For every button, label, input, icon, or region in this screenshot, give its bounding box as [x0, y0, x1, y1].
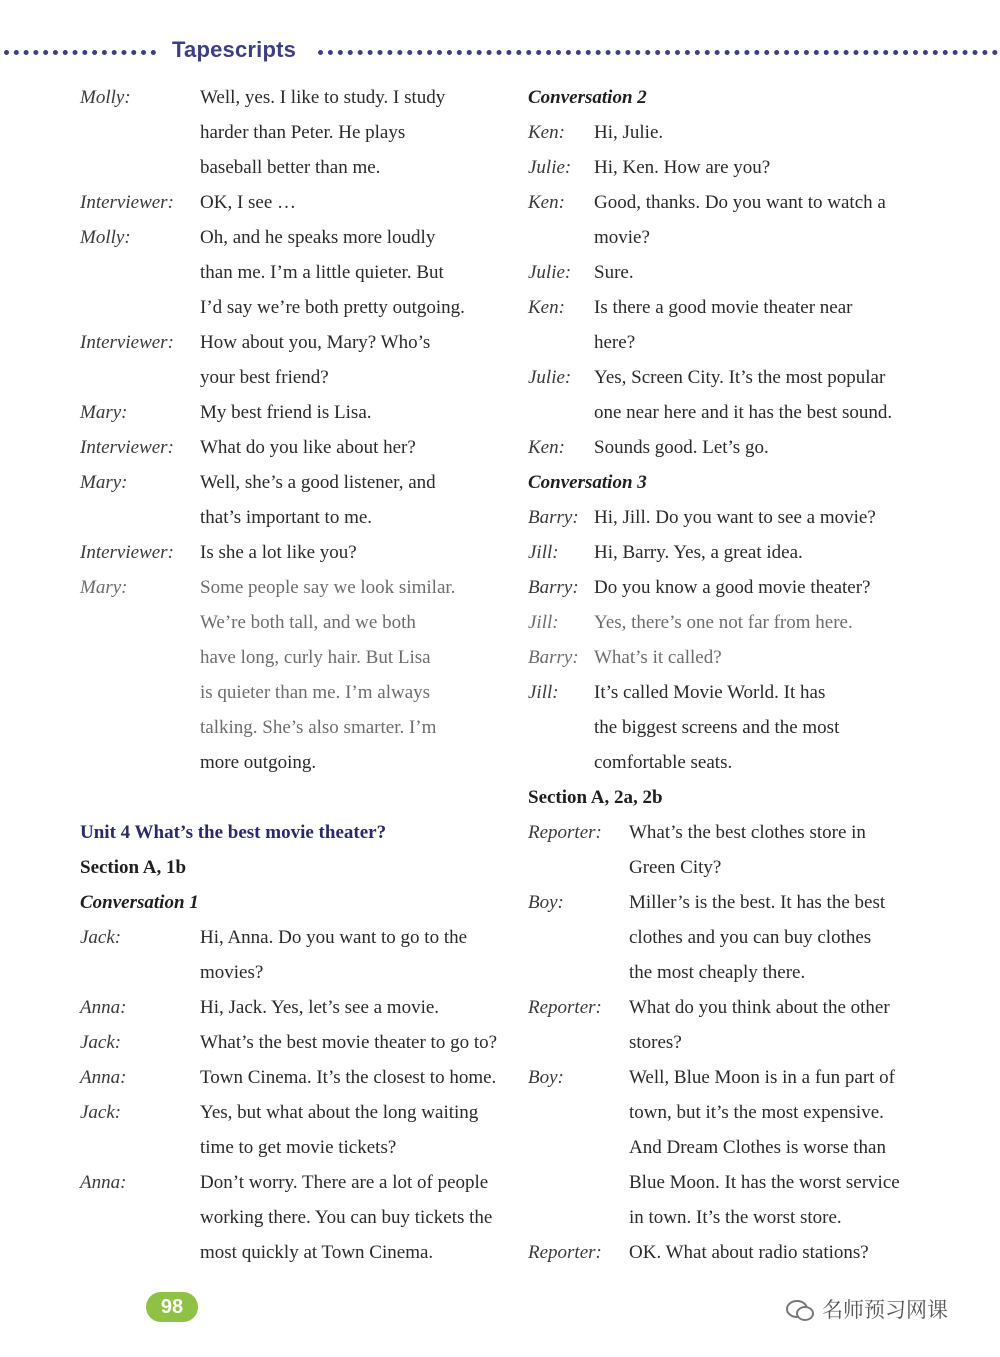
tapescript-line — [528, 640, 948, 675]
tapescript-line — [80, 115, 500, 150]
speaker-label: Boy: — [528, 1067, 564, 1088]
tapescript-line — [80, 220, 500, 255]
dialogue-text: movies? — [200, 962, 264, 983]
speaker-label: Ken: — [528, 437, 565, 458]
speaker-label: Mary: — [80, 472, 128, 493]
tapescript-line — [528, 430, 948, 465]
section-heading: Section A, 2a, 2b — [528, 787, 663, 808]
dialogue-text: Town Cinema. It’s the closest to home. — [200, 1067, 497, 1088]
tapescript-line — [528, 1130, 948, 1165]
speaker-label: Interviewer: — [80, 437, 174, 458]
tapescript-line — [80, 255, 500, 290]
tapescript-line — [528, 1060, 948, 1095]
speaker-label: Barry: — [528, 577, 579, 598]
tapescript-line — [528, 115, 948, 150]
tapescript-line — [80, 780, 500, 815]
dialogue-text: It’s called Movie World. It has — [594, 682, 826, 703]
tapescript-line — [528, 745, 948, 780]
dialogue-text: What do you think about the other — [629, 997, 890, 1018]
dialogue-text: one near here and it has the best sound. — [594, 402, 893, 423]
tapescript-line — [80, 640, 500, 675]
dialogue-text: Some people say we look similar. — [200, 577, 456, 598]
conversation-heading: Conversation 1 — [80, 892, 199, 913]
dialogue-text: How about you, Mary? Who’s — [200, 332, 431, 353]
dialogue-text: is quieter than me. I’m always — [200, 682, 431, 703]
speaker-label: Anna: — [80, 1067, 127, 1088]
tapescript-line — [528, 990, 948, 1025]
dialogue-text: Hi, Anna. Do you want to go to the — [200, 927, 468, 948]
dialogue-text: that’s important to me. — [200, 507, 373, 528]
dialogue-text: I’d say we’re both pretty outgoing. — [200, 297, 465, 318]
dialogue-text: town, but it’s the most expensive. — [629, 1102, 884, 1123]
dialogue-text: Good, thanks. Do you want to watch a — [594, 192, 886, 213]
tapescript-line — [80, 990, 500, 1025]
dialogue-text: Sounds good. Let’s go. — [594, 437, 769, 458]
tapescript-line — [80, 920, 500, 955]
tapescript-line — [528, 815, 948, 850]
dialogue-text: Do you know a good movie theater? — [594, 577, 871, 598]
tapescript-line — [528, 500, 948, 535]
tapescript-line — [528, 395, 948, 430]
tapescript-line — [80, 1235, 500, 1270]
conversation-heading: Conversation 3 — [528, 472, 647, 493]
dialogue-text: movie? — [594, 227, 650, 248]
dialogue-text: What’s the best clothes store in — [629, 822, 866, 843]
tapescript-line — [80, 1025, 500, 1060]
speaker-label: Julie: — [528, 367, 572, 388]
speaker-label: Anna: — [80, 997, 127, 1018]
tapescript-line — [528, 570, 948, 605]
dialogue-text: Well, Blue Moon is in a fun part of — [629, 1067, 896, 1088]
dialogue-text: than me. I’m a little quieter. But — [200, 262, 444, 283]
speaker-label: Barry: — [528, 507, 579, 528]
header-dots-left — [4, 50, 156, 55]
tapescript-line — [528, 1025, 948, 1060]
tapescript-line — [80, 1165, 500, 1200]
speaker-label: Interviewer: — [80, 542, 174, 563]
dialogue-text: Is there a good movie theater near — [594, 297, 853, 318]
tapescript-line — [80, 955, 500, 990]
tapescript-line — [80, 80, 500, 115]
tapescript-line — [80, 710, 500, 745]
tapescript-line — [528, 535, 948, 570]
page-title: Tapescripts — [172, 37, 297, 62]
dialogue-text: My best friend is Lisa. — [200, 402, 372, 423]
dialogue-text: Green City? — [629, 857, 722, 878]
conversation-heading: Conversation 2 — [528, 87, 647, 108]
dialogue-text: here? — [594, 332, 636, 353]
tapescript-line — [80, 605, 500, 640]
dialogue-text: Sure. — [594, 262, 634, 283]
tapescript-line — [528, 850, 948, 885]
speaker-label: Mary: — [80, 402, 128, 423]
tapescript-line — [80, 360, 500, 395]
tapescript-line — [528, 1095, 948, 1130]
speaker-label: Reporter: — [528, 822, 602, 843]
tapescript-line — [528, 290, 948, 325]
tapescript-line — [80, 1130, 500, 1165]
tapescript-line — [528, 1235, 948, 1270]
speaker-label: Ken: — [528, 122, 565, 143]
tapescript-line — [80, 570, 500, 605]
dialogue-text: the most cheaply there. — [629, 962, 806, 983]
speaker-label: Anna: — [80, 1172, 127, 1193]
dialogue-text: working there. You can buy tickets the — [200, 1207, 493, 1228]
tapescript-line — [528, 605, 948, 640]
tapescript-line — [528, 1165, 948, 1200]
tapescript-line — [528, 325, 948, 360]
dialogue-text: talking. She’s also smarter. I’m — [200, 717, 437, 738]
tapescript-line — [80, 395, 500, 430]
dialogue-text: in town. It’s the worst store. — [629, 1207, 842, 1228]
tapescript-line — [528, 185, 948, 220]
dialogue-text: Yes, Screen City. It’s the most popular — [594, 367, 886, 388]
tapescript-line — [528, 710, 948, 745]
tapescript-line — [80, 885, 500, 920]
page-header — [0, 36, 1000, 66]
dialogue-text: your best friend? — [200, 367, 329, 388]
dialogue-text: comfortable seats. — [594, 752, 733, 773]
dialogue-text: Miller’s is the best. It has the best — [629, 892, 886, 913]
chat-bubble-icon — [786, 1298, 814, 1320]
dialogue-text: more outgoing. — [200, 752, 317, 773]
tapescript-line — [528, 920, 948, 955]
dialogue-text: Is she a lot like you? — [200, 542, 357, 563]
speaker-label: Interviewer: — [80, 192, 174, 213]
speaker-label: Jill: — [528, 542, 559, 563]
dialogue-text: OK. What about radio stations? — [629, 1242, 869, 1263]
speaker-label: Julie: — [528, 157, 572, 178]
tapescript-line — [528, 360, 948, 395]
speaker-label: Ken: — [528, 192, 565, 213]
tapescript-line — [528, 465, 948, 500]
speaker-label: Reporter: — [528, 1242, 602, 1263]
tapescript-line — [80, 535, 500, 570]
dialogue-text: Yes, but what about the long waiting — [200, 1102, 479, 1123]
tapescript-line — [80, 500, 500, 535]
tapescript-line — [528, 80, 948, 115]
speaker-label: Jill: — [528, 682, 559, 703]
speaker-label: Molly: — [80, 87, 131, 108]
speaker-label: Molly: — [80, 227, 131, 248]
dialogue-text: We’re both tall, and we both — [200, 612, 416, 633]
tapescript-line — [80, 745, 500, 780]
dialogue-text: OK, I see … — [200, 192, 297, 213]
speaker-label: Interviewer: — [80, 332, 174, 353]
dialogue-text: Hi, Barry. Yes, a great idea. — [594, 542, 803, 563]
dialogue-text: Hi, Jill. Do you want to see a movie? — [594, 507, 876, 528]
dialogue-text: clothes and you can buy clothes — [629, 927, 872, 948]
dialogue-text: Blue Moon. It has the worst service — [629, 1172, 900, 1193]
dialogue-text: harder than Peter. He plays — [200, 122, 406, 143]
dialogue-text: What’s the best movie theater to go to? — [200, 1032, 498, 1053]
speaker-label: Mary: — [80, 577, 128, 598]
dialogue-text: Hi, Jack. Yes, let’s see a movie. — [200, 997, 440, 1018]
tapescript-line — [80, 815, 500, 850]
unit-heading: Unit 4 What’s the best movie theater? — [80, 822, 387, 843]
speaker-label: Julie: — [528, 262, 572, 283]
tapescript-line — [528, 1200, 948, 1235]
tapescript-line — [80, 325, 500, 360]
tapescript-line — [80, 150, 500, 185]
right-column — [528, 80, 948, 1270]
tapescript-line — [528, 220, 948, 255]
speaker-label: Jill: — [528, 612, 559, 633]
header-dots-right — [318, 50, 998, 55]
dialogue-text: Well, yes. I like to study. I study — [200, 87, 446, 108]
tapescript-line — [528, 255, 948, 290]
dialogue-text: What’s it called? — [594, 647, 722, 668]
tapescript-line — [80, 185, 500, 220]
watermark-text: 名师预习网课 — [822, 1298, 948, 1322]
watermark — [786, 1294, 948, 1324]
speaker-label: Jack: — [80, 927, 122, 948]
left-column — [80, 80, 500, 1270]
tapescript-line — [80, 465, 500, 500]
speaker-label: Barry: — [528, 647, 579, 668]
tapescript-line — [80, 1060, 500, 1095]
tapescript-line — [80, 1200, 500, 1235]
speaker-label: Jack: — [80, 1102, 122, 1123]
dialogue-text: have long, curly hair. But Lisa — [200, 647, 431, 668]
dialogue-text: Hi, Julie. — [594, 122, 664, 143]
dialogue-text: the biggest screens and the most — [594, 717, 840, 738]
dialogue-text: stores? — [629, 1032, 682, 1053]
tapescript-line — [80, 1095, 500, 1130]
tapescript-line — [528, 885, 948, 920]
dialogue-text: And Dream Clothes is worse than — [629, 1137, 886, 1158]
tapescript-line — [528, 780, 948, 815]
speaker-label: Boy: — [528, 892, 564, 913]
dialogue-text: most quickly at Town Cinema. — [200, 1242, 434, 1263]
tapescript-line — [80, 850, 500, 885]
tapescript-line — [80, 675, 500, 710]
tapescript-line — [528, 675, 948, 710]
dialogue-text: Well, she’s a good listener, and — [200, 472, 436, 493]
tapescript-line — [528, 955, 948, 990]
speaker-label: Ken: — [528, 297, 565, 318]
tapescript-line — [80, 430, 500, 465]
section-heading: Section A, 1b — [80, 857, 187, 878]
page-number-badge: 98 — [146, 1292, 198, 1322]
dialogue-text: baseball better than me. — [200, 157, 381, 178]
speaker-label: Jack: — [80, 1032, 122, 1053]
dialogue-text: Yes, there’s one not far from here. — [594, 612, 853, 633]
dialogue-text: time to get movie tickets? — [200, 1137, 397, 1158]
dialogue-text: What do you like about her? — [200, 437, 416, 458]
tapescript-line — [528, 150, 948, 185]
speaker-label: Reporter: — [528, 997, 602, 1018]
dialogue-text: Oh, and he speaks more loudly — [200, 227, 436, 248]
tapescript-line — [80, 290, 500, 325]
dialogue-text: Don’t worry. There are a lot of people — [200, 1172, 489, 1193]
dialogue-text: Hi, Ken. How are you? — [594, 157, 771, 178]
